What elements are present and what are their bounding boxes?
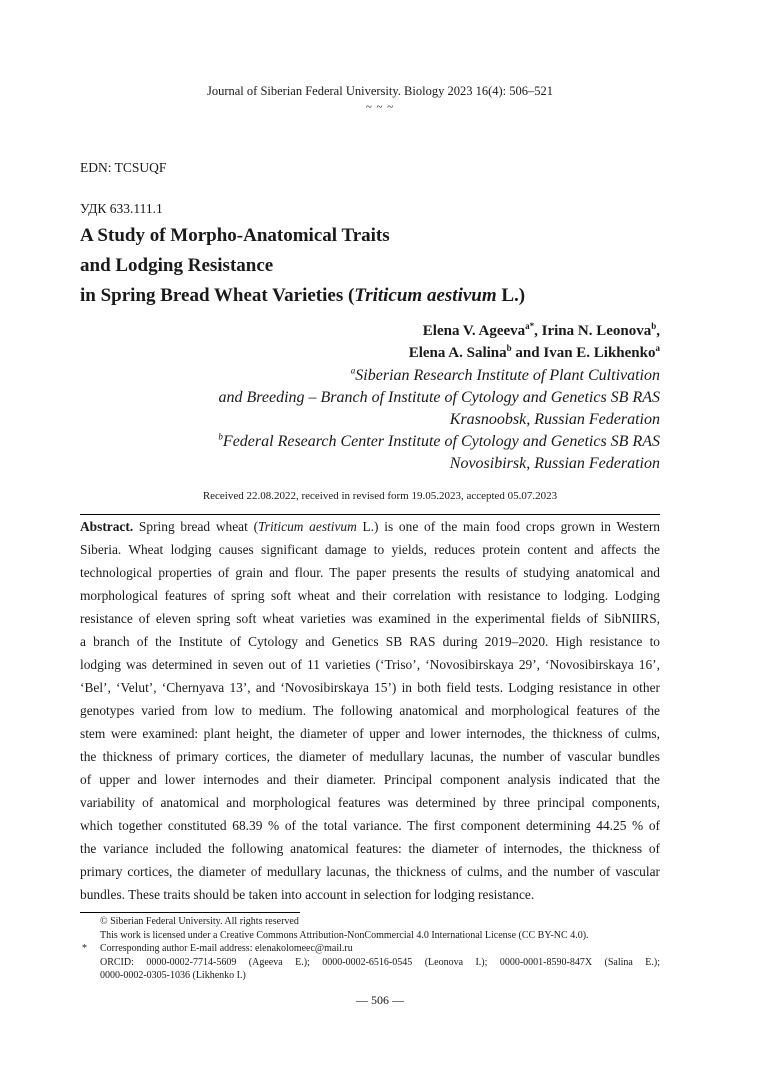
affiliation-mark: a [350,365,356,376]
title-text: L.) [496,285,526,306]
affiliation-b-line-1 [218,433,660,451]
author-separator: and [511,345,544,361]
abstract-line: of upper and lower internodes and their diameter. Principal component analysis indicated that the [80,772,660,787]
abstract-line: stem were examined: plant height, the diameter of upper and lower internodes, the thickness of culms, [80,726,660,741]
abstract-line: technological properties of grain and flour. The paper presents the results of studying anatomical and [80,565,660,580]
abstract-line: a branch of the Institute of Cytology and Genetics SB RAS during 2019–2020. High resistance to [80,634,660,649]
title-text: in Spring Bread Wheat Varieties ( [80,285,355,306]
abstract-line: genotypes varied from low to medium. The following anatomical and morphological features of the [80,703,660,718]
affiliation-text: Federal Research Center Institute of Cytology and Genetics SB RAS [222,433,660,450]
abstract-line [80,519,660,535]
abstract-line: morphological features of spring soft wheat and their correlation with resistance to lodging. Lodging [80,588,660,603]
abstract-line: which together constituted 68.39 % of the total variance. The first component determining 44.25 % of [80,818,660,833]
orcid-line-2: 0000-0002-0305-1036 (Likhenko I.) [100,970,246,981]
received-dates: Received 22.08.2022, received in revised form 19.05.2023, accepted 05.07.2023 [202,490,558,502]
abstract-species-name: Triticum aestivum [258,519,357,534]
page-number: — 506 — [356,993,404,1007]
abstract-line: Siberia. Wheat lodging causes significant damage to yields, reduces protein content and affects the [80,542,660,557]
edn-code: EDN: TCSUQF [80,160,167,175]
affiliation-a-line-2: and Breeding – Branch of Institute of Cytology and Genetics SB RAS [218,389,660,406]
title-line-2: and Lodging Resistance [80,255,274,276]
udk-code: УДК 633.111.1 [80,201,163,216]
abstract-text: Spring bread wheat ( [133,519,259,534]
affiliation-b-line-2: Novosibirsk, Russian Federation [449,455,660,472]
abstract-divider [80,514,660,515]
affiliation-a-line-3: Krasnoobsk, Russian Federation [449,411,660,428]
title-line-3 [80,285,525,307]
copyright-notice: © Siberian Federal University. All rights reserved [100,916,299,927]
abstract-line: the variance included the following anatomical features: the diameter of internodes, the thickness of [80,841,660,856]
abstract-line: primary cortices, the diameter of medullary lacunas, the thickness of culms, and the number of vascular [80,864,660,879]
author-name: Elena V. Ageeva [422,323,526,339]
authors-line-1 [423,323,660,340]
orcid-line-1: ORCID: 0000-0002-7714-5609 (Ageeva E.); 0000-0002-6516-0545 (Leonova I.); 0000-0001-8590-847X (Salina E.); [100,957,660,968]
author-name: Elena A. Salina [408,345,507,361]
footnote-star: * [82,943,87,954]
author-affiliation-mark: b [651,321,657,331]
abstract-label: Abstract. [80,519,134,534]
abstract-line: variability of anatomical and morphological features was determined by three principal components, [80,795,660,810]
affiliation-mark: b [218,431,223,442]
abstract-line: ‘Bel’, ‘Velut’, ‘Chernyava 13’, and ‘Novosibirskaya 15’) in both field tests. Lodging resistance in other [80,680,660,695]
abstract-line: the thickness of primary cortices, the diameter of medullary lacunas, the number of vascular bundles [80,749,660,764]
author-affiliation-mark: b [506,343,512,353]
authors-line-2 [409,345,660,362]
title-species-name: Triticum aestivum [354,285,497,306]
abstract-line: lodging was determined in seven out of 11 varieties (‘Triso’, ‘Novosibirskaya 29’, ‘Novosibirskaya 16’, [80,657,660,672]
header-ornament: ~ ~ ~ [365,101,395,113]
author-separator: , [534,323,542,339]
license-notice: This work is licensed under a Creative Commons Attribution-NonCommercial 4.0 International License (CC BY-NC 4.0). [100,930,589,941]
author-separator: , [656,323,660,339]
affiliation-text: Siberian Research Institute of Plant Cultivation [355,367,660,384]
affiliation-a-line-1 [351,367,660,385]
abstract-text: L.) is one of the main food crops grown in Western [356,519,660,534]
author-affiliation-mark: a* [525,321,535,331]
footnote-divider [80,912,300,913]
corresponding-author: Corresponding author E-mail address: elenakolomeec@mail.ru [100,943,353,954]
abstract-line: resistance of eleven spring soft wheat varieties was examined in the experimental fields of SibNIIRS, [80,611,660,626]
author-affiliation-mark: a [655,343,660,353]
author-name: Irina N. Leonova [541,323,652,339]
title-line-1: A Study of Morpho-Anatomical Traits [80,225,390,246]
author-name: Ivan E. Likhenko [543,345,656,361]
journal-header: Journal of Siberian Federal University. Biology 2023 16(4): 506–521 [206,84,553,98]
abstract-line: bundles. These traits should be taken into account in selection for lodging resistance. [80,887,535,902]
